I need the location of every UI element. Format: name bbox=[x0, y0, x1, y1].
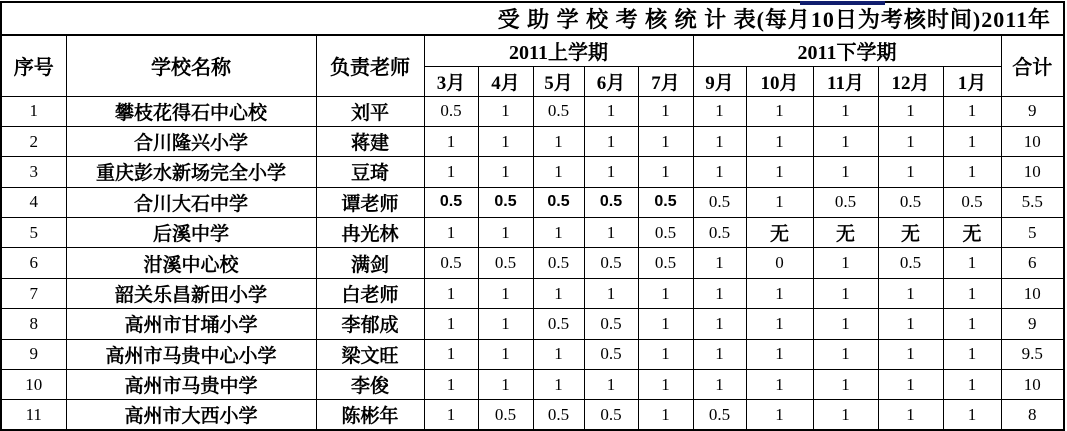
cell-month-score[interactable]: 1 bbox=[533, 126, 584, 156]
cell-month-score[interactable]: 0.5 bbox=[813, 187, 878, 217]
cell-month-score[interactable]: 1 bbox=[478, 339, 533, 369]
col-header-month[interactable]: 6月 bbox=[584, 66, 638, 96]
cell-month-score[interactable]: 1 bbox=[813, 157, 878, 187]
cell-month-score[interactable]: 1 bbox=[878, 309, 943, 339]
cell-index[interactable]: 8 bbox=[1, 309, 66, 339]
cell-month-score[interactable]: 1 bbox=[693, 157, 746, 187]
cell-month-score[interactable]: 1 bbox=[478, 278, 533, 308]
cell-total-score[interactable]: 9 bbox=[1001, 309, 1064, 339]
cell-month-score[interactable]: 1 bbox=[638, 278, 693, 308]
col-header-month[interactable]: 12月 bbox=[878, 66, 943, 96]
cell-month-score[interactable]: 1 bbox=[943, 96, 1001, 126]
cell-index[interactable]: 11 bbox=[1, 400, 66, 430]
cell-index[interactable]: 7 bbox=[1, 278, 66, 308]
cell-month-score[interactable]: 1 bbox=[424, 157, 478, 187]
cell-month-score[interactable]: 1 bbox=[943, 400, 1001, 430]
cell-month-score[interactable]: 1 bbox=[584, 157, 638, 187]
cell-month-score[interactable]: 1 bbox=[878, 126, 943, 156]
cell-month-score[interactable]: 1 bbox=[943, 157, 1001, 187]
cell-month-score[interactable]: 1 bbox=[943, 370, 1001, 400]
cell-month-score[interactable]: 1 bbox=[878, 400, 943, 430]
cell-month-score[interactable]: 1 bbox=[693, 248, 746, 278]
header-group-row bbox=[1, 35, 1064, 66]
cell-month-score[interactable]: 1 bbox=[424, 370, 478, 400]
cell-month-score[interactable]: 0.5 bbox=[478, 187, 533, 217]
cell-total-score[interactable]: 10 bbox=[1001, 370, 1064, 400]
cell-month-score[interactable]: 1 bbox=[693, 278, 746, 308]
col-header-month[interactable]: 1月 bbox=[943, 66, 1001, 96]
table-row bbox=[1, 96, 1064, 126]
cell-month-score[interactable]: 0.5 bbox=[878, 187, 943, 217]
cell-month-score[interactable]: 0.5 bbox=[533, 96, 584, 126]
col-header-month[interactable]: 11月 bbox=[813, 66, 878, 96]
cell-month-score[interactable]: 1 bbox=[813, 370, 878, 400]
cell-total-score[interactable]: 10 bbox=[1001, 157, 1064, 187]
cell-month-score[interactable]: 0.5 bbox=[638, 187, 693, 217]
cell-month-score[interactable]: 1 bbox=[693, 309, 746, 339]
cell-month-score[interactable]: 0.5 bbox=[638, 248, 693, 278]
cell-index[interactable]: 5 bbox=[1, 218, 66, 248]
table-row bbox=[1, 126, 1064, 156]
cell-month-score[interactable]: 1 bbox=[878, 339, 943, 369]
col-header-semester2[interactable]: 2011下学期 bbox=[693, 35, 1001, 66]
cell-month-score[interactable]: 1 bbox=[478, 157, 533, 187]
cell-month-score[interactable]: 1 bbox=[746, 96, 813, 126]
cell-month-score[interactable]: 0.5 bbox=[638, 218, 693, 248]
cell-month-score[interactable]: 0.5 bbox=[478, 248, 533, 278]
cell-month-score[interactable]: 1 bbox=[533, 278, 584, 308]
cell-month-score[interactable]: 1 bbox=[424, 339, 478, 369]
col-header-month[interactable]: 4月 bbox=[478, 66, 533, 96]
cell-month-score[interactable]: 1 bbox=[584, 218, 638, 248]
cell-month-score[interactable]: 0.5 bbox=[693, 218, 746, 248]
cell-total-score[interactable]: 9 bbox=[1001, 96, 1064, 126]
cell-index[interactable]: 1 bbox=[1, 96, 66, 126]
col-header-semester1[interactable]: 2011上学期 bbox=[424, 35, 693, 66]
cell-month-score[interactable]: 1 bbox=[478, 218, 533, 248]
table-row bbox=[1, 157, 1064, 187]
cell-month-score[interactable]: 1 bbox=[478, 370, 533, 400]
cell-total-score[interactable]: 10 bbox=[1001, 278, 1064, 308]
cell-month-score[interactable]: 1 bbox=[746, 187, 813, 217]
cell-month-score[interactable]: 1 bbox=[813, 309, 878, 339]
cell-total-score[interactable]: 8 bbox=[1001, 400, 1064, 430]
cell-month-score[interactable]: 1 bbox=[638, 400, 693, 430]
cell-month-score[interactable]: 1 bbox=[878, 157, 943, 187]
cell-month-score[interactable]: 1 bbox=[693, 96, 746, 126]
cell-school-name[interactable]: 后溪中学 bbox=[66, 218, 316, 248]
cell-month-score[interactable]: 0.5 bbox=[693, 187, 746, 217]
cell-month-score[interactable]: 1 bbox=[813, 248, 878, 278]
table-row bbox=[1, 218, 1064, 248]
assessment-table bbox=[0, 1, 1065, 431]
cell-month-score[interactable]: 1 bbox=[533, 370, 584, 400]
cell-month-score[interactable]: 0.5 bbox=[533, 309, 584, 339]
cell-month-score[interactable]: 无 bbox=[746, 218, 813, 248]
cell-school-name[interactable]: 泔溪中心校 bbox=[66, 248, 316, 278]
cell-total-score[interactable]: 5.5 bbox=[1001, 187, 1064, 217]
cell-month-score[interactable]: 0 bbox=[746, 248, 813, 278]
cell-month-score[interactable]: 0.5 bbox=[584, 248, 638, 278]
col-header-school[interactable]: 学校名称 bbox=[66, 35, 316, 96]
col-header-index[interactable]: 序号 bbox=[1, 35, 66, 96]
cell-school-name[interactable]: 高州市大西小学 bbox=[66, 400, 316, 430]
cell-month-score[interactable]: 1 bbox=[638, 339, 693, 369]
cell-school-name[interactable]: 高州市马贵中心小学 bbox=[66, 339, 316, 369]
cell-month-score[interactable]: 0.5 bbox=[878, 248, 943, 278]
cell-total-score[interactable]: 6 bbox=[1001, 248, 1064, 278]
cell-school-name[interactable]: 韶关乐昌新田小学 bbox=[66, 278, 316, 308]
cell-month-score[interactable]: 1 bbox=[478, 309, 533, 339]
col-header-month[interactable]: 9月 bbox=[693, 66, 746, 96]
table-row bbox=[1, 370, 1064, 400]
cell-teacher-name[interactable]: 冉光林 bbox=[316, 218, 424, 248]
cell-month-score[interactable]: 1 bbox=[746, 309, 813, 339]
cell-month-score[interactable]: 1 bbox=[424, 218, 478, 248]
table-row bbox=[1, 400, 1064, 430]
table-row bbox=[1, 187, 1064, 217]
cell-school-name[interactable]: 高州市甘埇小学 bbox=[66, 309, 316, 339]
cell-month-score[interactable]: 1 bbox=[813, 126, 878, 156]
cell-index[interactable]: 10 bbox=[1, 370, 66, 400]
cell-month-score[interactable]: 1 bbox=[878, 278, 943, 308]
cell-month-score[interactable]: 1 bbox=[746, 339, 813, 369]
cell-month-score[interactable]: 1 bbox=[424, 278, 478, 308]
cell-month-score[interactable]: 无 bbox=[878, 218, 943, 248]
cell-month-score[interactable]: 1 bbox=[638, 370, 693, 400]
cell-month-score[interactable]: 1 bbox=[943, 126, 1001, 156]
cell-month-score[interactable]: 1 bbox=[584, 126, 638, 156]
title-row bbox=[1, 2, 1064, 35]
cell-month-score[interactable]: 1 bbox=[813, 339, 878, 369]
cell-month-score[interactable]: 0.5 bbox=[584, 339, 638, 369]
cell-teacher-name[interactable]: 蒋建 bbox=[316, 126, 424, 156]
cell-school-name[interactable]: 高州市马贵中学 bbox=[66, 370, 316, 400]
table-row bbox=[1, 278, 1064, 308]
cell-index[interactable]: 9 bbox=[1, 339, 66, 369]
cell-month-score[interactable]: 1 bbox=[638, 96, 693, 126]
col-header-total[interactable]: 合计 bbox=[1001, 35, 1064, 96]
cell-month-score[interactable]: 1 bbox=[584, 370, 638, 400]
cell-month-score[interactable]: 1 bbox=[746, 126, 813, 156]
cell-school-name[interactable]: 合川隆兴小学 bbox=[66, 126, 316, 156]
cell-month-score[interactable]: 1 bbox=[533, 218, 584, 248]
cell-month-score[interactable]: 0.5 bbox=[533, 187, 584, 217]
table-row bbox=[1, 339, 1064, 369]
cell-month-score[interactable]: 1 bbox=[533, 339, 584, 369]
cell-index[interactable]: 2 bbox=[1, 126, 66, 156]
cell-teacher-name[interactable]: 李俊 bbox=[316, 370, 424, 400]
col-header-month[interactable]: 7月 bbox=[638, 66, 693, 96]
cell-month-score[interactable]: 1 bbox=[584, 278, 638, 308]
cell-month-score[interactable]: 1 bbox=[693, 126, 746, 156]
cell-month-score[interactable]: 1 bbox=[424, 400, 478, 430]
cell-month-score[interactable]: 1 bbox=[638, 309, 693, 339]
cell-teacher-name[interactable]: 李郁成 bbox=[316, 309, 424, 339]
cell-teacher-name[interactable]: 刘平 bbox=[316, 96, 424, 126]
table-row bbox=[1, 248, 1064, 278]
cell-total-score[interactable]: 9.5 bbox=[1001, 339, 1064, 369]
cell-month-score[interactable]: 1 bbox=[478, 96, 533, 126]
cell-month-score[interactable]: 0.5 bbox=[478, 400, 533, 430]
cell-month-score[interactable]: 1 bbox=[813, 400, 878, 430]
cell-month-score[interactable]: 1 bbox=[746, 370, 813, 400]
cell-school-name[interactable]: 攀枝花得石中心校 bbox=[66, 96, 316, 126]
cell-teacher-name[interactable]: 满剑 bbox=[316, 248, 424, 278]
cell-month-score[interactable]: 0.5 bbox=[943, 187, 1001, 217]
cell-school-name[interactable]: 重庆彭水新场完全小学 bbox=[66, 157, 316, 187]
cell-month-score[interactable]: 1 bbox=[878, 370, 943, 400]
table-row bbox=[1, 309, 1064, 339]
cell-month-score[interactable]: 1 bbox=[693, 339, 746, 369]
cell-month-score[interactable]: 0.5 bbox=[693, 400, 746, 430]
cell-total-score[interactable]: 10 bbox=[1001, 126, 1064, 156]
cell-month-score[interactable]: 1 bbox=[638, 157, 693, 187]
cell-month-score[interactable]: 1 bbox=[478, 126, 533, 156]
cell-month-score[interactable]: 1 bbox=[943, 248, 1001, 278]
cell-total-score[interactable]: 5 bbox=[1001, 218, 1064, 248]
cell-month-score[interactable]: 1 bbox=[584, 96, 638, 126]
cell-month-score[interactable]: 1 bbox=[746, 278, 813, 308]
cell-index[interactable]: 4 bbox=[1, 187, 66, 217]
cell-index[interactable]: 3 bbox=[1, 157, 66, 187]
cell-month-score[interactable]: 0.5 bbox=[584, 187, 638, 217]
cell-month-score[interactable]: 0.5 bbox=[584, 400, 638, 430]
cell-teacher-name[interactable]: 白老师 bbox=[316, 278, 424, 308]
cell-month-score[interactable]: 1 bbox=[746, 157, 813, 187]
cell-teacher-name[interactable]: 谭老师 bbox=[316, 187, 424, 217]
cell-teacher-name[interactable]: 豆琦 bbox=[316, 157, 424, 187]
cell-month-score[interactable]: 0.5 bbox=[424, 96, 478, 126]
col-header-teacher[interactable]: 负责老师 bbox=[316, 35, 424, 96]
cell-month-score[interactable]: 1 bbox=[943, 309, 1001, 339]
cell-month-score[interactable]: 1 bbox=[693, 370, 746, 400]
cell-month-score[interactable]: 0.5 bbox=[424, 187, 478, 217]
cell-month-score[interactable]: 1 bbox=[424, 126, 478, 156]
cell-month-score[interactable]: 0.5 bbox=[533, 400, 584, 430]
cell-month-score[interactable]: 1 bbox=[813, 278, 878, 308]
col-header-month[interactable]: 5月 bbox=[533, 66, 584, 96]
cell-month-score[interactable]: 1 bbox=[533, 157, 584, 187]
cell-index[interactable]: 6 bbox=[1, 248, 66, 278]
window-edge-fragment bbox=[800, 1, 885, 5]
cell-month-score[interactable]: 无 bbox=[943, 218, 1001, 248]
cell-teacher-name[interactable]: 梁文旺 bbox=[316, 339, 424, 369]
cell-teacher-name[interactable]: 陈彬年 bbox=[316, 400, 424, 430]
cell-month-score[interactable]: 1 bbox=[878, 96, 943, 126]
cell-month-score[interactable]: 1 bbox=[943, 278, 1001, 308]
cell-month-score[interactable]: 1 bbox=[943, 339, 1001, 369]
cell-month-score[interactable]: 1 bbox=[746, 400, 813, 430]
cell-month-score[interactable]: 1 bbox=[424, 309, 478, 339]
cell-school-name[interactable]: 合川大石中学 bbox=[66, 187, 316, 217]
cell-month-score[interactable]: 0.5 bbox=[584, 309, 638, 339]
cell-month-score[interactable]: 1 bbox=[638, 126, 693, 156]
cell-month-score[interactable]: 无 bbox=[813, 218, 878, 248]
cell-month-score[interactable]: 0.5 bbox=[424, 248, 478, 278]
col-header-month[interactable]: 10月 bbox=[746, 66, 813, 96]
table-title: 受 助 学 校 考 核 统 计 表(每月10日为考核时间)2011年 bbox=[1, 2, 1064, 35]
cell-month-score[interactable]: 0.5 bbox=[533, 248, 584, 278]
cell-month-score[interactable]: 1 bbox=[813, 96, 878, 126]
col-header-month[interactable]: 3月 bbox=[424, 66, 478, 96]
